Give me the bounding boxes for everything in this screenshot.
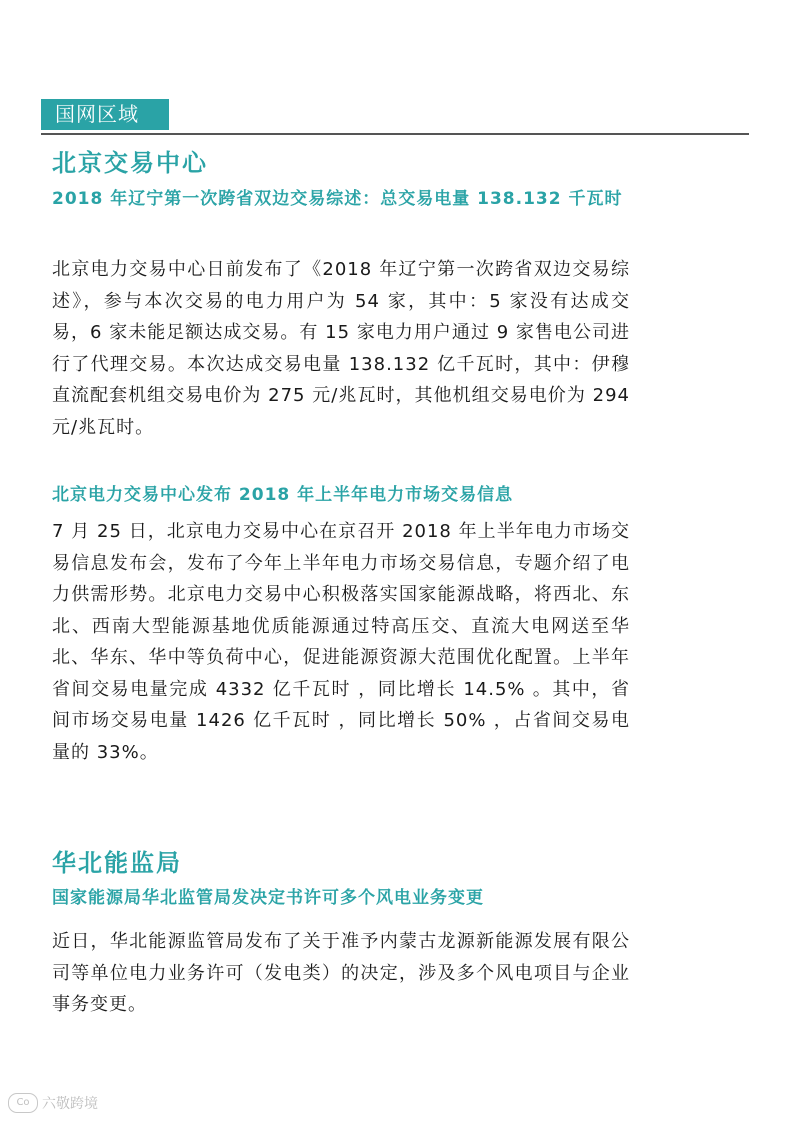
- watermark-text: 六敬跨境: [42, 1096, 98, 1112]
- header-divider: [41, 133, 749, 135]
- article-title-wind-power: 国家能源局华北监管局发决定书许可多个风电业务变更: [52, 888, 484, 908]
- section-heading-beijing: 北京交易中心: [52, 149, 208, 177]
- watermark: [8, 1093, 98, 1113]
- section-tag: 国网区域: [41, 99, 169, 130]
- article-title-liaoning: 2018 年辽宁第一次跨省双边交易综述：总交易电量 138.132 千瓦时: [52, 189, 623, 209]
- section-heading-huabei: 华北能监局: [52, 849, 182, 877]
- watermark-logo-icon: Co: [8, 1093, 38, 1113]
- article-body-wind-power: 近日，华北能源监管局发布了关于准予内蒙古龙源新能源发展有限公司等单位电力业务许可（发电类）的决定，涉及多个风电项目与企业事务变更。: [52, 931, 630, 1015]
- article-body-half-year: 7 月 25 日，北京电力交易中心在京召开 2018 年上半年电力市场交易信息发布会，发布了今年上半年电力市场交易信息，专题介绍了电力供需形势。北京电力交易中心积极落实国家能源战略，将西北、东北、西南大型能源基地优质能源通过特高压交、直流大电网送至华北、华东、华中等负荷中心，促进能源资源大范围优化配置。上半年省间交易电量完成 4332 亿千瓦时 ，同比增长 14.5% 。其中，省间市场交易电量 1426 亿千瓦时 ，同比增长 50% ，占省间交易电量的 33%。: [52, 521, 630, 763]
- article-body-liaoning: 北京电力交易中心日前发布了《2018 年辽宁第一次跨省双边交易综述》，参与本次交易的电力用户为 54 家，其中：5 家没有达成交易，6 家未能足额达成交易。有 15 家电力用户通过 9 家售电公司进行了代理交易。本次达成交易电量 138.132 亿千瓦时，其中：伊穆直流配套机组交易电价为 275 元/兆瓦时，其他机组交易电价为 294 元/兆瓦时。: [52, 259, 630, 438]
- article-title-half-year: 北京电力交易中心发布 2018 年上半年电力市场交易信息: [52, 485, 514, 505]
